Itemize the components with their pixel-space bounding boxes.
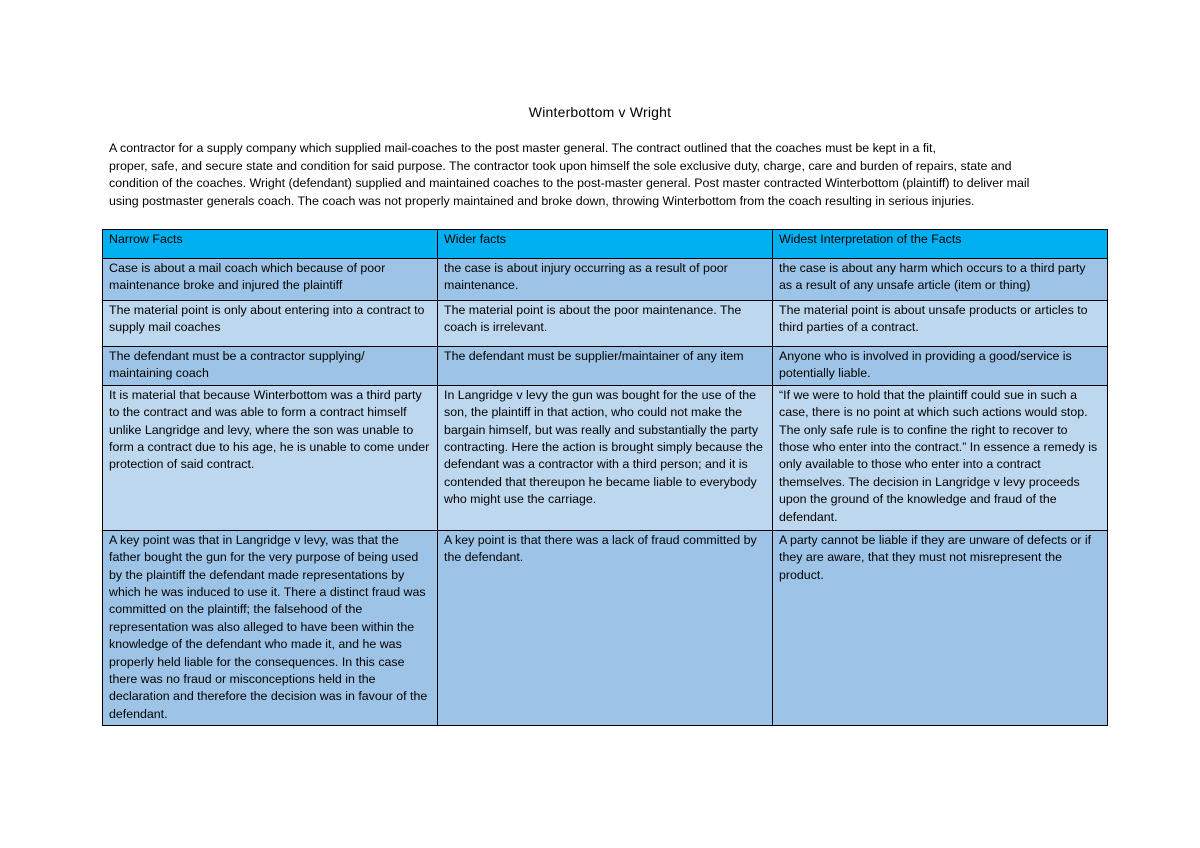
header-narrow-facts: Narrow Facts: [103, 230, 438, 259]
table-cell: A key point was that in Langridge v levy, was that the father bought the gun for the very purpose of being used by the plaintiff the defendant made representations by which he was induced to use it. There a distinct fraud was committed on the plaintiff; the falsehood of the representation was also alleged to have been within the knowledge of the defendant who made it, and he was properly held liable for the consequences. In this case there was no fraud or misconceptions held in the declaration and therefore the decision was in favour of the defendant.: [103, 530, 438, 725]
table-cell: A key point is that there was a lack of fraud committed by the defendant.: [438, 530, 773, 725]
table-cell: The material point is about unsafe products or articles to third parties of a contract.: [773, 301, 1108, 347]
table-cell: the case is about injury occurring as a result of poor maintenance.: [438, 259, 773, 301]
table-cell: the case is about any harm which occurs to a third party as a result of any unsafe article (item or thing): [773, 259, 1108, 301]
table-row: [103, 385, 1108, 530]
table-cell: In Langridge v levy the gun was bought for the use of the son, the plaintiff in that action, who could not make the bargain himself, but was really and substantially the party contracting. Here the action is brought simply because the defendant was a contractor with a third person; and it is contended that thereupon he became liable to everybody who might use the carriage.: [438, 385, 773, 530]
intro-line: A contractor for a supply company which supplied mail-coaches to the post master general. The contract outlined that the coaches must be kept in a fit,: [109, 141, 936, 155]
header-wider-facts: Wider facts: [438, 230, 773, 259]
table-cell: The material point is only about entering into a contract to supply mail coaches: [103, 301, 438, 347]
table-cell: The material point is about the poor maintenance. The coach is irrelevant.: [438, 301, 773, 347]
intro-line: condition of the coaches. Wright (defendant) supplied and maintained coaches to the post-master general. Post master contracted Winterbottom (plaintiff) to deliver mail: [109, 176, 1030, 190]
table-cell: A party cannot be liable if they are unware of defects or if they are aware, that they must not misrepresent the product.: [773, 530, 1108, 725]
table-header-row: [103, 230, 1108, 259]
header-widest-interpretation: Widest Interpretation of the Facts: [773, 230, 1108, 259]
table-row: [103, 301, 1108, 347]
table-cell: The defendant must be supplier/maintainer of any item: [438, 347, 773, 386]
table-row: [103, 347, 1108, 386]
table-cell: Anyone who is involved in providing a good/service is potentially liable.: [773, 347, 1108, 386]
table-cell: It is material that because Winterbottom was a third party to the contract and was able to form a contract himself unlike Langridge and levy, where the son was unable to form a contract due to his age, he is unable to come under protection of said contract.: [103, 385, 438, 530]
table-cell: “If we were to hold that the plaintiff could sue in such a case, there is no point at which such actions would stop. The only safe rule is to confine the right to recover to those who enter into the contract.” In essence a remedy is only available to those who enter into a contract themselves. The decision in Langridge v levy proceeds upon the ground of the knowledge and fraud of the defendant.: [773, 385, 1108, 530]
table-cell: Case is about a mail coach which because of poor maintenance broke and injured the plaintiff: [103, 259, 438, 301]
table-row: [103, 259, 1108, 301]
intro-line: using postmaster generals coach. The coach was not properly maintained and broke down, throwing Winterbottom from the coach resulting in serious injuries.: [109, 193, 975, 208]
table-row: [103, 530, 1108, 725]
document-title: Winterbottom v Wright: [528, 104, 672, 120]
intro-paragraph: [109, 140, 1099, 210]
table-cell: The defendant must be a contractor supplying/ maintaining coach: [103, 347, 438, 386]
facts-table: [102, 229, 1108, 726]
intro-line: proper, safe, and secure state and condition for said purpose. The contractor took upon himself the sole exclusive duty, charge, care and burden of repairs, state and: [109, 158, 1012, 173]
